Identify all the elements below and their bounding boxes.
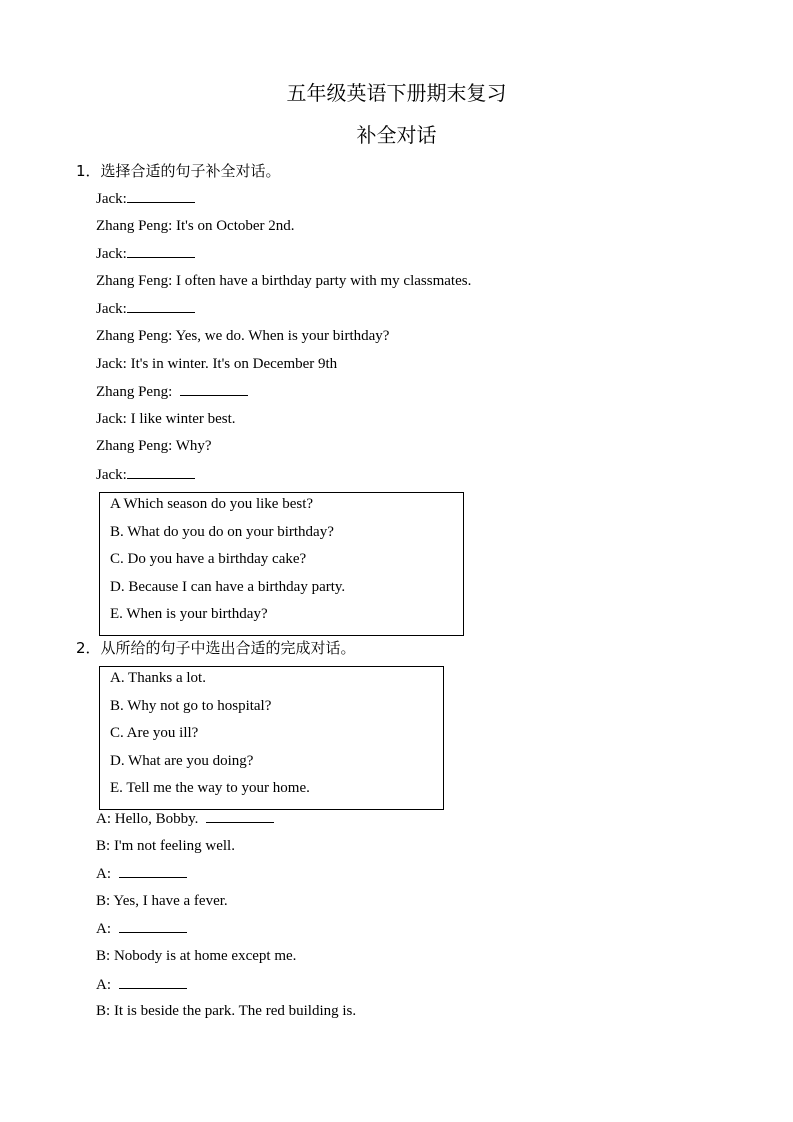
- line-text: Nobody is at home except me.: [110, 948, 297, 964]
- speaker-label: A:: [96, 976, 111, 993]
- speaker-label: A:: [96, 921, 111, 938]
- question-1-line: [96, 245, 195, 263]
- question-1-line: [96, 411, 236, 428]
- question-2-line: [96, 948, 296, 965]
- answer-blank[interactable]: [119, 865, 187, 878]
- speaker-label: A:: [96, 811, 111, 827]
- question-1-line: [96, 273, 471, 290]
- answer-blank[interactable]: [119, 976, 187, 989]
- speaker-label: A:: [96, 866, 111, 883]
- speaker-label: Jack:: [96, 301, 127, 318]
- question-2-line: [96, 893, 228, 910]
- question-2-line: [96, 1003, 356, 1020]
- question-1-line: [96, 466, 195, 484]
- line-text: It's in winter. It's on December 9th: [126, 355, 338, 372]
- speaker-label: Jack:: [96, 246, 127, 263]
- page-title: 五年级英语下册期末复习: [286, 81, 507, 105]
- question-2-line: [96, 865, 187, 883]
- option-item: A. Thanks a lot.: [110, 670, 206, 686]
- speaker-label: Jack:: [96, 355, 127, 372]
- question-2-heading: 2．从所给的句子中选出合适的完成对话。: [76, 639, 356, 657]
- question-1-options-box: [99, 492, 464, 636]
- line-text: I often have a birthday party with my classmates.: [172, 272, 472, 289]
- line-text: Why?: [172, 438, 212, 455]
- answer-blank[interactable]: [127, 190, 195, 203]
- page-subtitle: 补全对话: [356, 123, 437, 147]
- option-item: B. Why not go to hospital?: [110, 697, 272, 714]
- speaker-label: Zhang Peng:: [96, 438, 173, 455]
- line-text: It's on October 2nd.: [172, 217, 295, 234]
- answer-blank[interactable]: [127, 466, 195, 479]
- option-item: C. Are you ill?: [110, 725, 199, 742]
- speaker-label: Jack:: [96, 467, 127, 483]
- question-2-options-box: [99, 666, 444, 810]
- question-2-line: [96, 810, 274, 828]
- answer-blank[interactable]: [127, 300, 195, 313]
- line-text: It is beside the park. The red building is.: [110, 1003, 357, 1020]
- answer-blank[interactable]: [119, 920, 187, 933]
- question-1-heading: 1．选择合适的句子补全对话。: [76, 162, 281, 180]
- speaker-label: Jack:: [96, 191, 127, 207]
- speaker-label: B:: [96, 837, 111, 854]
- line-text: [111, 866, 119, 882]
- question-1-line: [96, 190, 195, 208]
- speaker-label: Zhang Peng:: [96, 217, 173, 234]
- question-2-line: [96, 976, 187, 994]
- speaker-label: Zhang Peng:: [96, 384, 173, 401]
- line-text: I like winter best.: [126, 410, 236, 427]
- speaker-label: Zhang Peng:: [96, 328, 173, 344]
- line-text: [172, 384, 180, 400]
- line-text: I'm not feeling well.: [110, 837, 235, 854]
- question-1-line: [96, 218, 295, 235]
- question-1-line: [96, 438, 212, 455]
- answer-blank[interactable]: [180, 383, 248, 396]
- line-text: [111, 921, 119, 937]
- option-item: D. Because I can have a birthday party.: [110, 578, 346, 595]
- line-text: Yes, I have a fever.: [110, 892, 228, 909]
- speaker-label: B:: [96, 1003, 111, 1020]
- speaker-label: Jack:: [96, 410, 127, 427]
- option-item: C. Do you have a birthday cake?: [110, 551, 307, 568]
- question-1-line: [96, 300, 195, 318]
- question-1-line: [96, 328, 389, 345]
- question-1-line: [96, 383, 248, 401]
- question-1-line: [96, 356, 337, 373]
- speaker-label: Zhang Feng:: [96, 272, 173, 289]
- option-item: D. What are you doing?: [110, 752, 254, 769]
- option-item: B. What do you do on your birthday?: [110, 523, 334, 540]
- line-text: Hello, Bobby.: [111, 811, 206, 827]
- option-item: A Which season do you like best?: [110, 496, 314, 512]
- speaker-label: B:: [96, 892, 111, 909]
- line-text: [111, 977, 119, 993]
- option-item: E. Tell me the way to your home.: [110, 780, 310, 797]
- line-text: Yes, we do. When is your birthday?: [172, 328, 390, 344]
- question-2-line: [96, 838, 235, 855]
- question-2-line: [96, 920, 187, 938]
- answer-blank[interactable]: [206, 810, 274, 823]
- answer-blank[interactable]: [127, 245, 195, 258]
- speaker-label: B:: [96, 948, 111, 964]
- option-item: E. When is your birthday?: [110, 606, 268, 623]
